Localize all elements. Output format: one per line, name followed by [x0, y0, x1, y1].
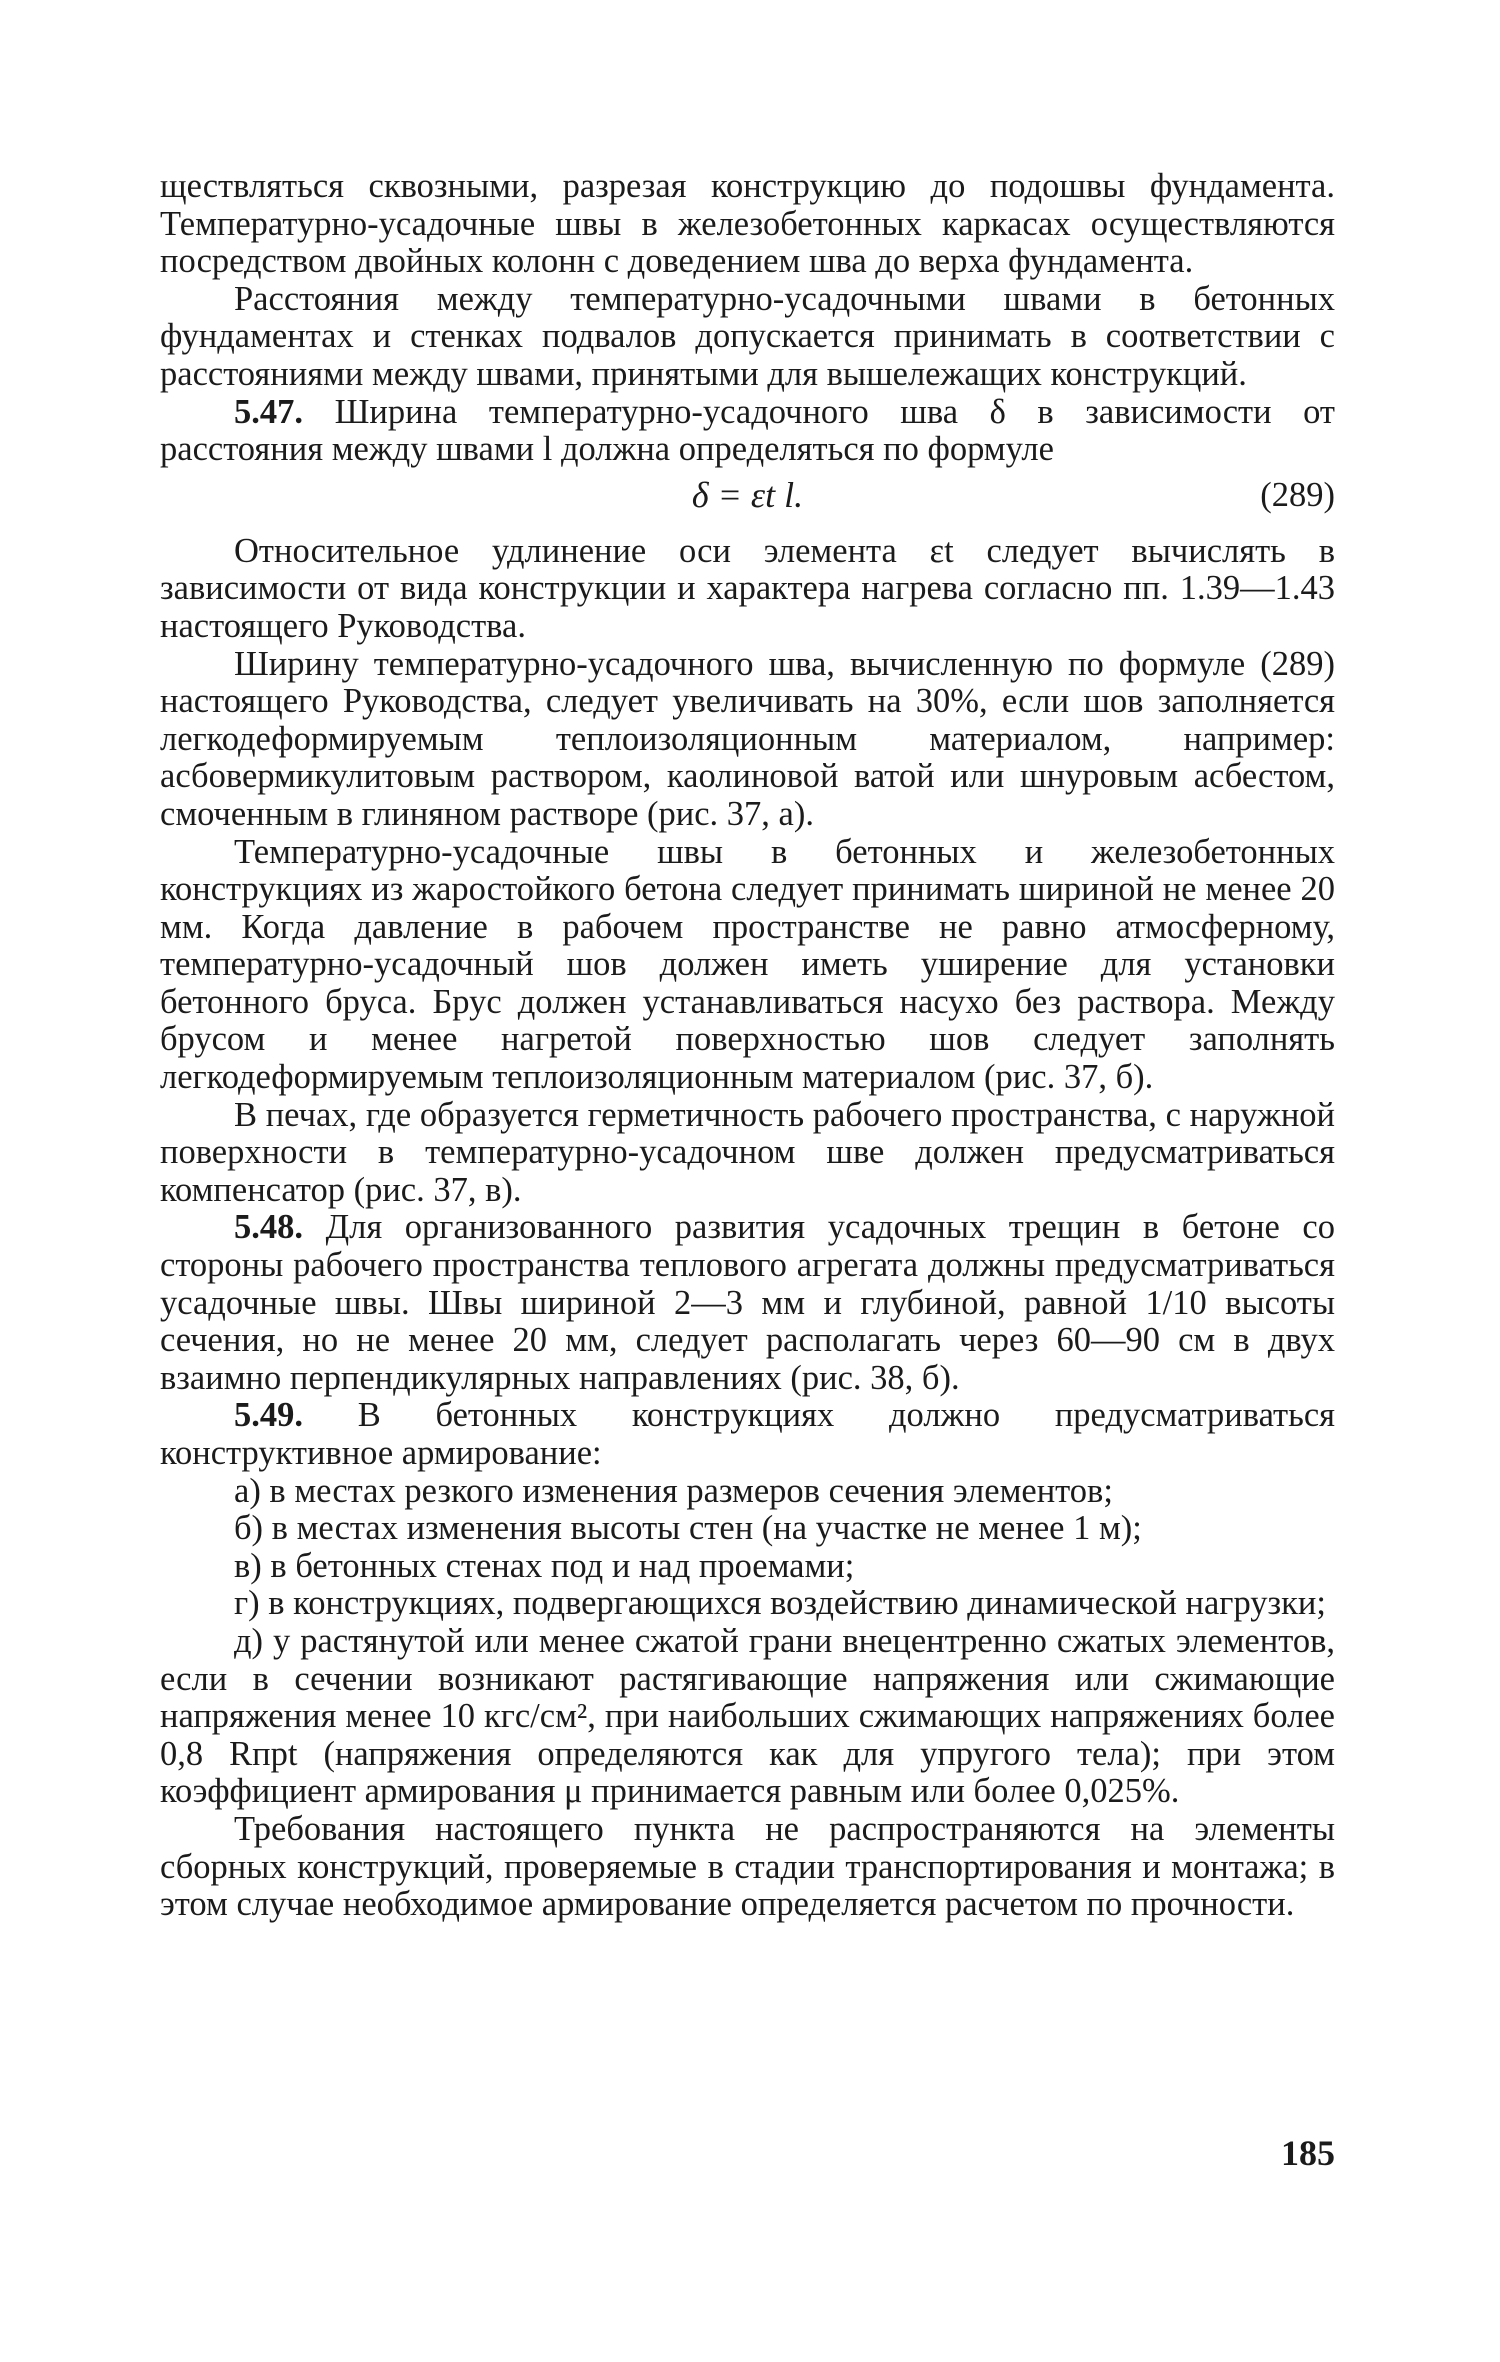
text-column [160, 168, 1335, 1924]
section-number-5-49: 5.49. [234, 1396, 303, 1435]
paragraph-elongation: Относительное удлинение оси элемента εt следует вычислять в зависимости от вида конструкции и характера нагрева согласно пп. 1.39—1.43 настоящего Руководства. [160, 531, 1335, 645]
paragraph-5-49 [160, 1397, 1335, 1472]
paragraph-5-47 [160, 394, 1335, 469]
paragraph-5-48 [160, 1209, 1335, 1397]
paragraph-furnaces: В печах, где образуется герметичность рабочего пространства, с наружной поверхности в температурно-усадочном шве должен предусматриваться компенсатор (рис. 37, в). [160, 1095, 1335, 1209]
paragraph-requirements: Требования настоящего пункта не распространяются на элементы сборных конструкций, проверяемые в стадии транспортирования и монтажа; в этом случае необходимое армирование определяется расчетом по прочности. [160, 1809, 1335, 1924]
paragraph-distances: Расстояния между температурно-усадочными швами в бетонных фундаментах и стенках подвалов допускается принимать в соответствии с расстояниями между швами, принятыми для вышележащих конструкций. [160, 279, 1335, 393]
list-item-a: а) в местах резкого изменения размеров сечения элементов; [234, 1471, 1113, 1510]
paragraph-5-48-text: Для организованного развития усадочных трещин в бетоне со стороны рабочего пространства теплового агрегата должны предусматриваться усадочные швы. Швы шириной 2—3 мм и глубиной, равной 1/10 высоты сечения, но не менее 20 мм, следует располагать через 60—90 см в двух взаимно перпендикулярных направлениях (рис. 38, б). [160, 1208, 1335, 1397]
page-body [160, 168, 1335, 1924]
paragraph-width-increase: Ширину температурно-усадочного шва, вычисленную по формуле (289) настоящего Руководства, следует увеличивать на 30%, если шов заполняется легкодеформируемым теплоизоляционным материалом, например: асбовермикулитовым раствором, каолиновой ватой или шнуровым асбестом, смоченным в глиняном растворе (рис. 37, а). [160, 644, 1335, 833]
paragraph-refractory-joints: Температурно-усадочные швы в бетонных и железобетонных конструкциях из жаростойкого бетона следует принимать шириной не менее 20 мм. Когда давление в рабочем пространстве не равно атмосферному, температурно-усадочный шов должен иметь уширение для установки бетонного бруса. Брус должен устанавливаться насухо без раствора. Между брусом и менее нагретой поверхностью шов следует заполнять легкодеформируемым теплоизоляционным материалом (рис. 37, б). [160, 832, 1335, 1097]
list-item-v: в) в бетонных стенах под и над проемами; [234, 1546, 855, 1585]
formula-289 [160, 471, 1335, 527]
paragraph-5-47-text: Ширина температурно-усадочного шва δ в зависимости от расстояния между швами l должна определяться по формуле [160, 392, 1335, 469]
formula-number: (289) [1260, 475, 1335, 514]
list-item-b: б) в местах изменения высоты стен (на участке не менее 1 м); [234, 1509, 1142, 1548]
section-number-5-47: 5.47. [234, 392, 303, 431]
list-item-g: г) в конструкциях, подвергающихся воздействию динамической нагрузки; [234, 1584, 1326, 1623]
paragraph-5-49-text: В бетонных конструкциях должно предусматриваться конструктивное армирование: [160, 1396, 1336, 1472]
section-number-5-48: 5.48. [234, 1208, 303, 1247]
formula-expression: δ = εt l. [691, 474, 804, 515]
paragraph-continuation: ществляться сквозными, разрезая конструкцию до подошвы фундамента. Температурно-усадочные швы в железобетонных каркасах осуществляются посредством двойных колонн с доведением шва до верха фундамента. [160, 167, 1335, 281]
list-item-d: д) у растянутой или менее сжатой грани внецентренно сжатых элементов, если в сечении возникают растягивающие напряжения или сжимающие напряжения менее 10 кгс/см², при наибольших сжимающих напряжениях более 0,8 Rпрt (напряжения определяются как для упругого тела); при этом коэффициент армирования μ принимается равным или более 0,025%. [160, 1621, 1335, 1811]
page-number: 185 [1281, 2133, 1335, 2173]
